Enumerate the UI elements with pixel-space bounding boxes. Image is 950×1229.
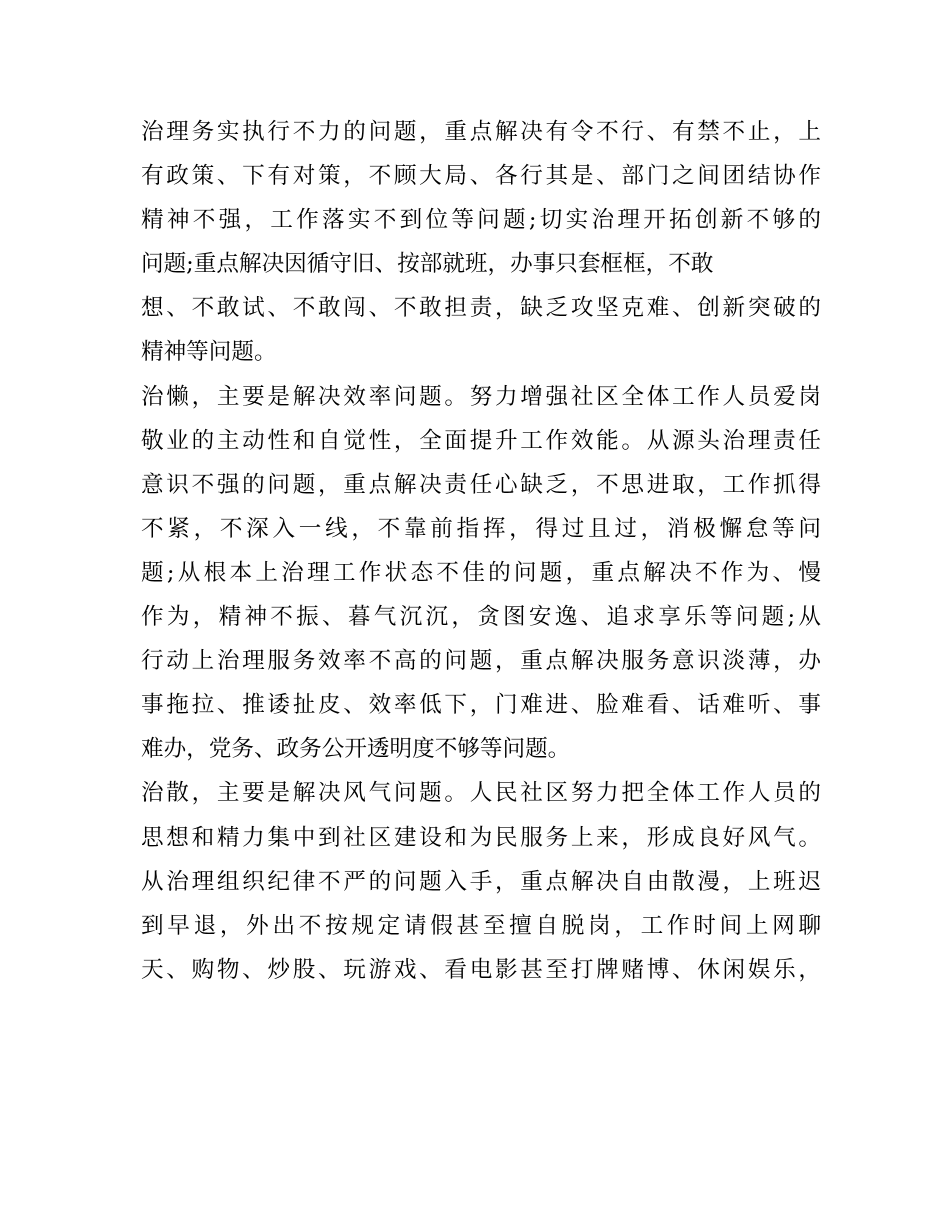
text-line: 敬业的主动性和自觉性，全面提升工作效能。从源头治理责任 bbox=[141, 427, 821, 454]
body-text bbox=[141, 110, 821, 992]
text-line: 从治理组织纪律不严的问题入手，重点解决自由散漫，上班迟 bbox=[141, 868, 821, 895]
text-line: 有政策、下有对策，不顾大局、各行其是、部门之间团结协作 bbox=[141, 163, 821, 190]
text-line: 治理务实执行不力的问题，重点解决有令不行、有禁不止，上 bbox=[141, 119, 821, 145]
text-line: 天、购物、炒股、玩游戏、看电影甚至打牌赌博、休闲娱乐， bbox=[141, 956, 821, 983]
text-line: 到早退，外出不按规定请假甚至擅自脱岗，工作时间上网聊 bbox=[141, 912, 821, 939]
text-line: 精神等问题。 bbox=[141, 339, 277, 366]
text-line: 意识不强的问题，重点解决责任心缺乏，不思进取，工作抓得 bbox=[141, 471, 821, 498]
text-line: 题;从根本上治理工作状态不佳的问题，重点解决不作为、慢 bbox=[141, 559, 821, 586]
text-line: 行动上治理服务效率不高的问题，重点解决服务意识淡薄，办 bbox=[141, 648, 821, 675]
text-line: 精神不强，工作落实不到位等问题;切实治理开拓创新不够的 bbox=[141, 207, 821, 234]
text-line: 治懒，主要是解决效率问题。努力增强社区全体工作人员爱岗 bbox=[141, 383, 821, 410]
text-line: 思想和精力集中到社区建设和为民服务上来，形成良好风气。 bbox=[141, 824, 821, 851]
text-line: 难办，党务、政务公开透明度不够等问题。 bbox=[141, 736, 571, 763]
text-line: 问题;重点解决因循守旧、按部就班，办事只套框框，不敢 bbox=[141, 251, 714, 278]
text-line: 想、不敢试、不敢闯、不敢担责，缺乏攻坚克难、创新突破的 bbox=[141, 295, 821, 322]
text-line: 治散，主要是解决风气问题。人民社区努力把全体工作人员的 bbox=[141, 780, 821, 807]
text-line: 作为，精神不振、暮气沉沉，贪图安逸、追求享乐等问题;从 bbox=[141, 604, 821, 631]
text-line: 不紧，不深入一线，不靠前指挥，得过且过，消极懈怠等问 bbox=[141, 515, 821, 542]
text-line: 事拖拉、推诿扯皮、效率低下，门难进、脸难看、话难听、事 bbox=[141, 692, 821, 719]
